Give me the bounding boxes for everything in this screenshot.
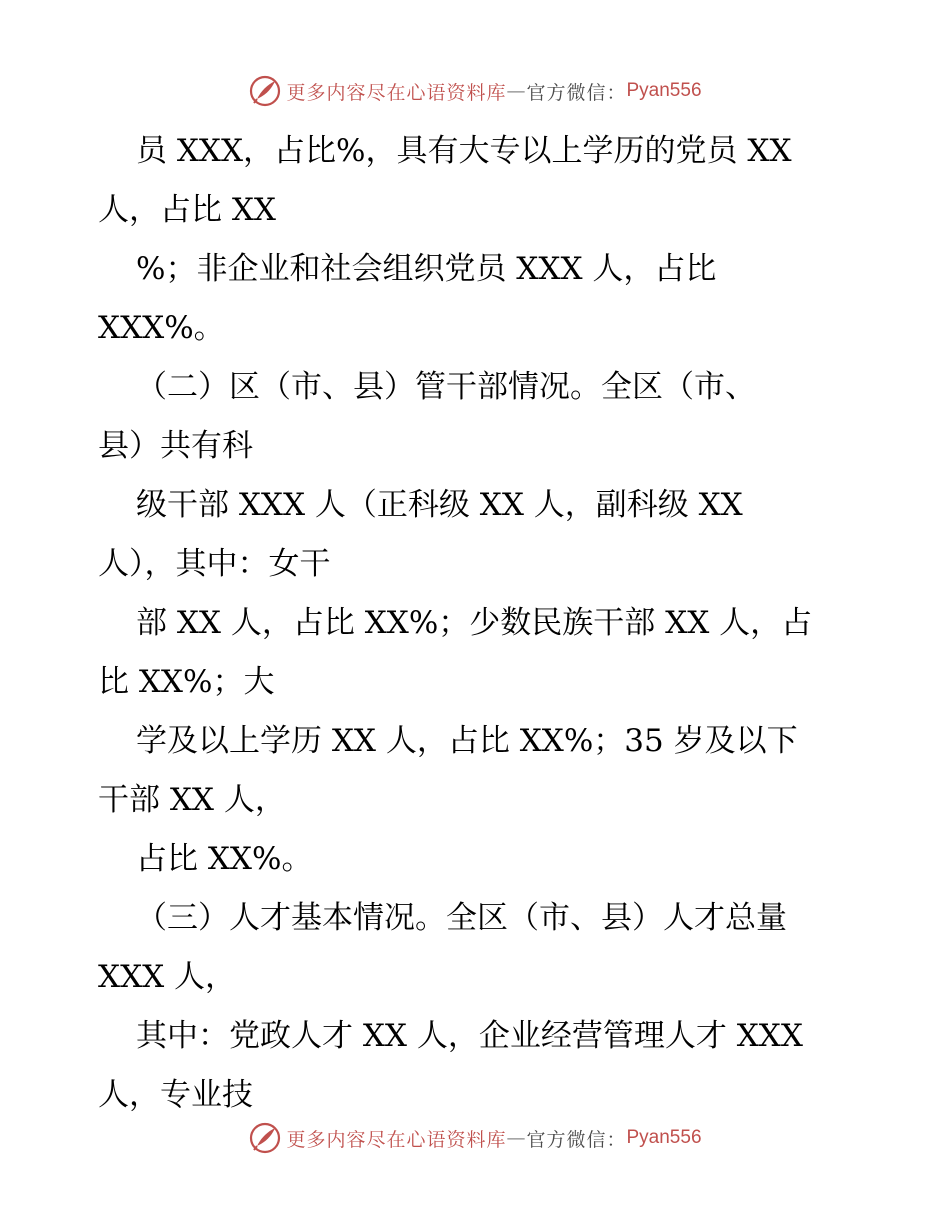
text-line: 学及以上学历 XX 人，占比 XX%；35 岁及以下 [136,723,798,759]
text-line: %；非企业和社会组织党员 XXX 人，占比 [136,251,717,287]
text-line: 其中：党政人才 XX 人，企业经营管理人才 XXX [136,1018,803,1054]
watermark-id: Pyan556 [626,1127,702,1148]
watermark-dash: — [506,80,527,102]
watermark-label: 官方微信： [526,81,627,104]
watermark-id: Pyan556 [626,80,702,101]
text-line: 人），其中：女干 [98,546,331,582]
watermark-dash: — [506,1127,527,1149]
text-line: 干部 XX 人， [98,782,286,818]
watermark-text: 更多内容尽在心语资料库 [286,1128,507,1151]
footer-watermark [0,1118,950,1158]
text-line: 部 XX 人，占比 XX%；少数民族干部 XX 人，占 [136,605,813,641]
watermark-text: 更多内容尽在心语资料库 [286,81,507,104]
text-line: 人，专业技 [98,1077,253,1113]
text-line: （三）人才基本情况。全区（市、县）人才总量 [136,900,787,936]
text-line: （二）区（市、县）管干部情况。全区（市、 [136,369,756,405]
text-line: 员 XXX，占比%，具有大专以上学历的党员 XX [136,133,792,169]
text-line: 级干部 XXX 人（正科级 XX 人，副科级 XX [136,487,743,523]
text-line: 比 XX%；大 [98,664,275,700]
document-body [98,122,858,1125]
quill-logo-icon [248,74,282,108]
text-line: 占比 XX%。 [136,841,313,877]
text-line: XXX%。 [98,310,225,346]
text-line: 县）共有科 [98,428,253,464]
watermark-label: 官方微信： [526,1128,627,1151]
text-line: 人，占比 XX [98,192,276,228]
text-line: XXX 人， [98,959,237,995]
header-watermark [0,71,950,111]
quill-logo-icon [248,1121,282,1155]
